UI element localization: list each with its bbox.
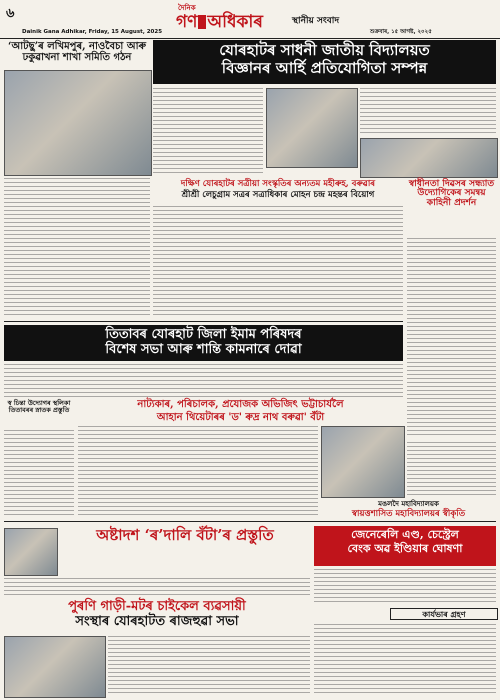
article-headline: অষ্টাদশ ‘ৰ’দালি বঁটা’ৰ প্ৰস্তুতি	[96, 526, 274, 544]
article-headline	[4, 600, 310, 628]
logo-part1: গণ	[176, 12, 198, 32]
divider	[4, 321, 403, 322]
article-headline: স্বায়ত্তশাসিত মহাবিদ্যালয়ৰ স্বীকৃতি	[351, 509, 466, 519]
article-body	[4, 178, 150, 318]
headline-line: আহান থিয়েটাৰৰ 'ড' ৰুদ্ৰ নাথ বৰুৱা' বঁটা	[156, 411, 325, 423]
news-photo	[321, 426, 405, 498]
headline-line: তিতাবৰ যোৰহাট জিলা ইমাম পৰিষদৰ	[105, 327, 302, 342]
headline-line: দক্ষিণ যোৰহাটৰ সত্ৰীয়া সংস্কৃতিৰ অন্যতম মহীৰুহ, বৰুৱাৰ	[180, 179, 376, 189]
dateline-english: Dainik Gana Adhikar, Friday, 15 August, 2025	[22, 29, 163, 35]
headline-line: যোৰহাটৰ সাধনী জাতীয় বিদ্যালয়ত	[219, 41, 430, 59]
headline-line: বিজ্ঞানৰ আৰ্হি প্ৰতিযোগিতা সম্পন্ন	[221, 58, 428, 77]
divider	[4, 521, 496, 522]
masthead-daily: দৈনিক	[178, 4, 196, 12]
article-headline: ‘আটছু’ৰ লখিমপুৰ, নাওবৈচা আৰু ঢকুৱাখনা শাখা সমিতি গঠন	[7, 41, 147, 63]
article-headline	[314, 526, 496, 566]
article-body	[407, 238, 496, 438]
article-headline	[4, 325, 403, 361]
logo-part2: অধিকাৰ	[207, 12, 263, 32]
headline-line: নাট্যকাৰ, পৰিচালক, প্ৰযোজক অভিজিৎ ভট্টাচাৰ্যলৈ	[137, 399, 344, 410]
headline-line: বেংক অৱ ইণ্ডিয়াৰ ঘোষণা	[347, 541, 463, 555]
headline-line: বিশেষ সভা আৰু শান্তি কামনাৰে দোৱা	[105, 341, 302, 357]
headline-line: জেনেৰেলি এণ্ড, চেস্ট্ৰেল	[351, 528, 459, 541]
masthead	[0, 0, 500, 39]
headline-line: সংস্থাৰ যোৰহাটত ৰাজহুৱা সভা	[75, 613, 239, 629]
article-headline: স্বাধীনতা দিৱসৰ সন্ধ্যাত উদ্যোগিকেৰ সমন্বয় কাহিনী প্ৰদৰ্শন	[408, 179, 495, 208]
article-body	[360, 88, 496, 136]
headline-line: শ্ৰীশ্ৰী লেচুগ্ৰাম সত্ৰৰ সত্ৰাধিকাৰ মোহন চন্দ্ৰ মহন্তৰ বিয়োগ	[181, 189, 375, 200]
article-headline: স্ব চিন্তা উদ্যোগৰ স্থলিকা তিতাবৰৰ স্নাতক প্ৰস্তুতি	[7, 399, 71, 414]
article-body	[4, 430, 74, 518]
headline-line: পুৰণি গাড়ী-মটৰ চাইকেল ব্যৱসায়ী	[68, 599, 246, 614]
article-headline	[153, 40, 496, 84]
article-body	[4, 578, 310, 596]
article-body	[314, 624, 496, 696]
news-photo	[4, 528, 58, 576]
article-body	[153, 88, 263, 176]
dateline-assamese: শুক্ৰবাৰ, ১৫ আগষ্ট, ২০২৫	[370, 29, 432, 35]
article-body	[314, 569, 496, 605]
logo-mark-icon	[198, 15, 206, 29]
article-body	[153, 206, 403, 318]
article-headline	[153, 180, 403, 200]
article-headline	[78, 400, 403, 423]
article-body	[108, 636, 310, 696]
article-body	[78, 426, 318, 518]
news-photo	[266, 88, 358, 168]
masthead-logo	[176, 9, 263, 37]
news-photo	[4, 636, 106, 698]
news-photo	[360, 138, 498, 178]
article-body	[407, 442, 496, 498]
article-box-title: কাৰ্যভাৰ গ্ৰহণ	[390, 608, 498, 620]
section-label: স্থানীয় সংবাদ	[292, 16, 340, 26]
page-number: ৬	[6, 6, 15, 21]
article-kicker: মঙলদৈ মহাবিদ্যালয়ক	[378, 499, 439, 508]
article-body	[4, 364, 403, 398]
news-photo	[4, 70, 152, 176]
